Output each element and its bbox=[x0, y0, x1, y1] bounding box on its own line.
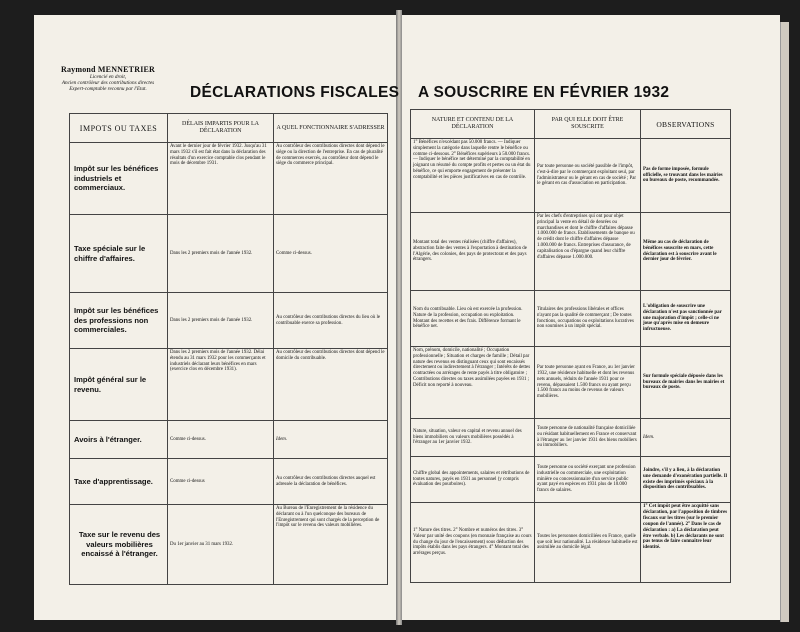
who-cell: Par les chefs d'entreprises qui ont pour objet principal la vente en détail de denrées ou marchandises et dont le chiffre d'affaires dépasse 1.000.000 de francs. Etablissements de banque ou de crédit dont le chiffre d'affaires dépasse 1.000.000 de francs. Entreprises d'assurance, de capitalisation ou d'épargne quand leur chiffre d'affaires dépasse 1.000.000. bbox=[535, 213, 641, 291]
table-row bbox=[70, 421, 388, 459]
delay-cell: Comme ci-dessus bbox=[168, 459, 274, 505]
book-gutter bbox=[396, 10, 402, 625]
observation-cell: Idem. bbox=[641, 419, 731, 457]
tax-name: Avoirs à l'étranger. bbox=[70, 421, 168, 459]
observation-cell: Sur formule spéciale déposée dans les bureaux de mairies dans les mairies et bureaux de poste. bbox=[641, 347, 731, 419]
right-table bbox=[410, 109, 731, 583]
observation-cell: Même au cas de déclaration de bénéfices souscrite en mars, cette déclaration est à souscrire avant le dernier jour de février. bbox=[641, 213, 731, 291]
table-row bbox=[70, 215, 388, 293]
header-observations: OBSERVATIONS bbox=[641, 110, 731, 139]
table-row bbox=[411, 419, 731, 457]
who-cell: Toute personne ou société exerçant une profession industrielle ou commerciale, une exploitation minière ou concessionnaire d'un service public ayant payé en espèces en 1931 plus de 10.000 francs de salaires. bbox=[535, 457, 641, 503]
title-left: DÉCLARATIONS FISCALES bbox=[190, 84, 400, 101]
table-row bbox=[70, 505, 388, 585]
who-cell: Titulaires des professions libérales et offices n'ayant pas la qualité de commerçant ; De toutes fonctions, occupations ou exploitations lucratives non soumises à un impôt spécial. bbox=[535, 291, 641, 347]
observation-cell: 1° Cet impôt peut être acquitté sans déclaration, par l'apposition de timbres fiscaux sur les titres (sur le premier coupon de l'année). 2° Dans le cas de déclaration : a) La déclaration peut être verbale. b) Les déclarants ne sont pas tenus de faire connaître leur identité. bbox=[641, 503, 731, 583]
table-row bbox=[70, 459, 388, 505]
nature-cell: Montant total des ventes réalisées (chiffre d'affaires), abstraction faite des ventes à l'exportation à destination de l'Algérie, des colonies, des pays de protectorat et des pays étrangers. bbox=[411, 213, 535, 291]
table-row bbox=[411, 347, 731, 419]
table-row bbox=[411, 213, 731, 291]
header-impots: IMPOTS OU TAXES bbox=[70, 114, 168, 143]
nature-cell: Chiffre global des appointements, salaires et rétributions de toutes natures, payés en 1931 au personnel (y compris évaluation des pourboires). bbox=[411, 457, 535, 503]
nature-cell: Nature, situation, valeur en capital et revenu annuel des biens immobiliers ou valeurs mobilières possédés à l'étranger au 1er janvier 1932. bbox=[411, 419, 535, 457]
official-cell: Au contrôleur des contributions directes auquel est adressée la déclaration de bénéfices. bbox=[274, 459, 388, 505]
official-cell: Au contrôleur des contributions directes dont dépend le siège ou la direction de l'entreprise. En cas de pluralité de commerces exercés, au contrôleur dont dépend le siège du commerce principal. bbox=[274, 143, 388, 215]
tax-name: Impôt sur les bénéfices des professions non commerciales. bbox=[70, 293, 168, 349]
official-cell: Idem. bbox=[274, 421, 388, 459]
header-delais: DÉLAIS IMPARTIS POUR LA DÉCLARATION bbox=[168, 114, 274, 143]
tax-name: Taxe d'apprentissage. bbox=[70, 459, 168, 505]
official-cell: Au Bureau de l'Enregistrement de la résidence du déclarant ou à l'un quelconque des bureaux de l'Enregistrement qui sont chargés de la perception de l'impôt sur le revenu des valeurs mobilières. bbox=[274, 505, 388, 585]
delay-cell: Dans les 2 premiers mois de l'année 1932. bbox=[168, 215, 274, 293]
header-par-qui: PAR QUI ELLE DOIT ÊTRE SOUSCRITE bbox=[535, 110, 641, 139]
table-row bbox=[411, 139, 731, 213]
official-cell: Au contrôleur des contributions directes du lieu où le contribuable exerce sa profession. bbox=[274, 293, 388, 349]
official-cell: Au contrôleur des contributions directes dont dépend le domicile du contribuable. bbox=[274, 349, 388, 421]
tax-name: Taxe sur le revenu des valeurs mobilières encaissé à l'étranger. bbox=[70, 505, 168, 585]
table-row bbox=[70, 143, 388, 215]
delay-cell: Dans les 2 premiers mois de l'année 1932. bbox=[168, 293, 274, 349]
table-row bbox=[70, 349, 388, 421]
delay-cell: Dans les 2 premiers mois de l'année 1932. Délai étendu au 31 mars 1932 pour les commerçants et industriels déclarant leurs bénéfices en mars (exercice clos en décembre 1931). bbox=[168, 349, 274, 421]
who-cell: Toute personne de nationalité française domiciliée ou résidant habituellement en France et conservant à l'étranger au 1er janvier 1931 des biens mobiliers ou immobiliers. bbox=[535, 419, 641, 457]
nature-cell: Nom, prénom, domicile, nationalité ; Occupation professionnelle ; Situation et charges de famille ; Détail par nature des revenus en distinguant ceux qui sont encaissés directement ou indirectement à l'étranger ; Intérêts de dettes contractées ou arrérages de rente payés à titre obligatoire ; Contributions directes ou taxes assimilées payées en 1931 ; Déficit non reporté à nouveau. bbox=[411, 347, 535, 419]
title-right: A SOUSCRIRE EN FÉVRIER 1932 bbox=[418, 84, 670, 101]
observation-cell: L'obligation de souscrire une déclaration n'est pas sanctionnée par une majoration d'impôt ; celle-ci ne joue qu'après mise en demeure infructueuse. bbox=[641, 291, 731, 347]
tax-name: Impôt sur les bénéfices industriels et commerciaux. bbox=[70, 143, 168, 215]
table-row bbox=[411, 291, 731, 347]
nature-cell: 1° Bénéfices n'excédant pas 50.000 francs. — Indiquer simplement la catégorie dans laquelle rentre le bénéfice ou comme ci-dessous. 2° Bénéfices supérieurs à 50.000 francs. — Indiquer le bénéfice net déterminé par la comptabilité en joignant un résumé du compte profits et pertes ou un état du bénéfice, ce qui emporte engagement de présenter la comptabilité et les pièces justificatives en cas de contrôle. bbox=[411, 139, 535, 213]
table-row bbox=[70, 293, 388, 349]
author-line: Expert-comptable reconnu par l'Etat. bbox=[69, 86, 147, 92]
observation-cell: Pas de forme imposée, formule officielle, se trouvant dans les mairies ou bureaux de poste, recommandée. bbox=[641, 139, 731, 213]
who-cell: Par toute personne ou société passible de l'impôt, c'est-à-dire par le commerçant exploitant seul, par l'administrateur ou le gérant en cas de société ; Par le gérant en cas d'association en participation. bbox=[535, 139, 641, 213]
who-cell: Toutes les personnes domiciliées en France, quelle que soit leur nationalité. La résidence habituelle est assimilée au domicile légal. bbox=[535, 503, 641, 583]
table-row bbox=[411, 503, 731, 583]
who-cell: Par toute personne ayant en France, au 1er janvier 1932, une résidence habituelle et dont les revenus nets annuels, réduits de l'année 1931 pour ce revenu, dépassaient 1.500 francs ou ayant perçu 1.500 francs au moins de revenus de valeurs mobilières. bbox=[535, 347, 641, 419]
tax-name: Impôt général sur le revenu. bbox=[70, 349, 168, 421]
nature-cell: 1° Nature des titres. 2° Nombre et numéros des titres. 3° Valeur par unité des coupons (en monnaie française au cours du change du jour de l'encaissement) sous déduction des impôts établis dans les pays étrangers. 4° Montant total des arrérages perçus. bbox=[411, 503, 535, 583]
tax-name: Taxe spéciale sur le chiffre d'affaires. bbox=[70, 215, 168, 293]
author-name: Raymond MENNETRIER bbox=[60, 65, 156, 74]
header-fonctionnaire: A QUEL FONCTIONNAIRE S'ADRESSER bbox=[274, 114, 388, 143]
delay-cell: Comme ci-dessus. bbox=[168, 421, 274, 459]
delay-cell: Avant le dernier jour de février 1932. Jusqu'au 31 mars 1932 s'il est fait état dans la déclaration des résultats d'un exercice comptable clos pendant le mois de décembre 1931. bbox=[168, 143, 274, 215]
left-header-row bbox=[70, 114, 388, 143]
author-line: Ancien contrôleur des contributions directes bbox=[61, 80, 155, 86]
delay-cell: Du 1er janvier au 31 mars 1932. bbox=[168, 505, 274, 585]
right-header-row bbox=[411, 110, 731, 139]
table-row bbox=[411, 457, 731, 503]
official-cell: Comme ci-dessus. bbox=[274, 215, 388, 293]
observation-cell: Joindre, s'il y a lieu, à la déclaration une demande d'exonération partielle. Il existe des imprimés spéciaux à la disposition des contribuables. bbox=[641, 457, 731, 503]
author-line: Licencié en droit, bbox=[89, 74, 127, 80]
header-nature: NATURE ET CONTENU DE LA DÉCLARATION bbox=[411, 110, 535, 139]
page-edge bbox=[780, 22, 789, 622]
nature-cell: Nom du contribuable. Lieu où est exercée la profession. Nature de la profession, occupation ou exploitation. Montant des recettes et des frais. Différence formant le bénéfice net. bbox=[411, 291, 535, 347]
author-block bbox=[48, 65, 168, 92]
left-table bbox=[69, 113, 388, 585]
